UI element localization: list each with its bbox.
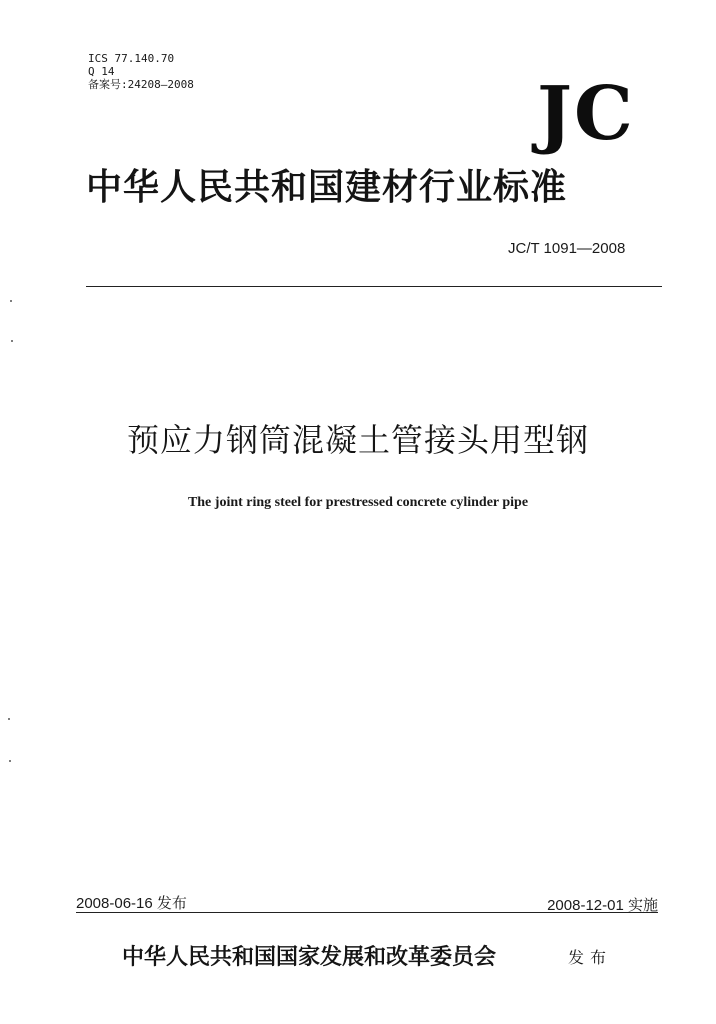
filing-number: 备案号:24208—2008 [88, 78, 194, 91]
title-english: The joint ring steel for prestressed concrete cylinder pipe [187, 495, 529, 510]
standard-category-heading: 中华人民共和国建材行业标准 [86, 166, 568, 208]
publisher-name: 中华人民共和国国家发展和改革委员会 [122, 944, 497, 970]
classification-block [88, 52, 194, 91]
title-chinese: 预应力钢筒混凝土管接头用型钢 [126, 421, 589, 459]
scan-speck [11, 340, 13, 342]
scan-speck [9, 760, 11, 762]
implementation-date: 2008-12-01 实施 [547, 897, 658, 914]
ics-code: ICS 77.140.70 [88, 52, 175, 65]
issue-date: 2008-06-16 发布 [76, 895, 187, 912]
standard-code: JC/T 1091—2008 [508, 240, 626, 257]
bottom-divider [76, 912, 658, 913]
top-divider [86, 286, 662, 287]
ccs-code: Q 14 [88, 65, 115, 78]
scan-speck [10, 300, 12, 302]
jc-logo: JC [537, 71, 635, 157]
scan-speck [8, 718, 10, 720]
publish-label: 发布 [568, 948, 613, 967]
